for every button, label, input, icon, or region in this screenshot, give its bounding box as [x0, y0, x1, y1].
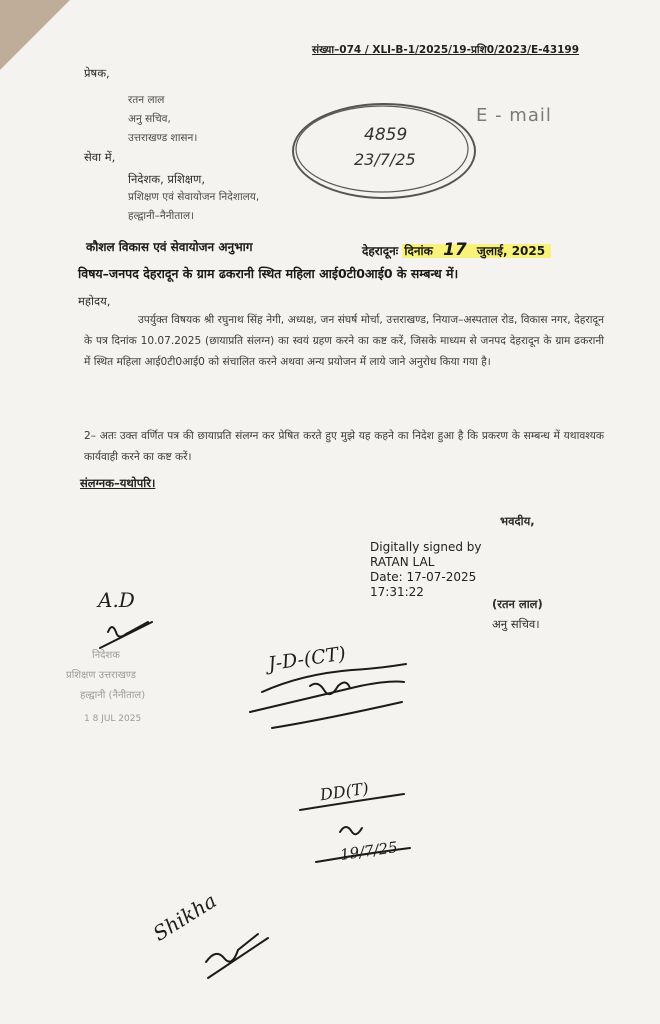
shikha-underline [208, 938, 268, 978]
stamp-number: 4859 [364, 125, 408, 145]
director-stamp-line1: निदेशक [92, 650, 120, 661]
director-stamp-line2: प्रशिक्षण उत्तराखण्ड [66, 670, 137, 681]
digital-sign-line4: 17:31:22 [370, 585, 424, 599]
recipient-line2: प्रशिक्षण एवं सेवायोजन निदेशालय, [128, 191, 260, 203]
paragraph-1: उपर्युक्त विषयक श्री रघुनाथ सिंह नेगी, अध्यक्ष, जन संघर्ष मोर्चा, उत्तराखण्ड, नियाज–अस्पताल रोड, विकास नगर, देहरादून के पत्र दिनांक 10.07.2025 (छायाप्रति संलग्न) का स्वयं ग्रहण करने का कष्ट करें, जिसके माध्यम से जनपद देहरादून के ग्राम ढकरानी में स्थित महिला आई0टी0आई0 को संचालित करने अथवा अन्य प्रयोजन में लाये जाने अनुरोध किया गया है। [84, 314, 604, 368]
stamp-date: 23/7/25 [354, 150, 416, 169]
digital-sign-line2: RATAN LAL [370, 555, 435, 569]
ddt-line-2 [316, 848, 410, 862]
handwritten-jdct: J-D-(CT) [266, 642, 348, 676]
date-month-year: जुलाई, 2025 [476, 244, 546, 258]
recipient-label: सेवा में, [84, 150, 116, 164]
date-day: 17 [443, 240, 467, 260]
department-name: कौशल विकास एवं सेवायोजन अनुभाग [86, 240, 253, 254]
paragraph-2: 2– अतः उक्त वर्णित पत्र की छायाप्रति संलग्न कर प्रेषित करते हुए मुझे यह कहने का निदेश हुआ है कि प्रकरण के सम्बन्ध में यथावश्यक कार्यवाही करने का कष्ट करें। [84, 430, 604, 463]
signatory-designation: अनु सचिव। [492, 617, 540, 631]
digital-sign-line1: Digitally signed by [370, 540, 482, 554]
director-stamp-line3: हल्द्वानी (नैनीताल) [80, 690, 146, 701]
salutation: महोदय, [78, 294, 111, 308]
recipient-line1: निदेशक, प्रशिक्षण, [128, 172, 205, 186]
ddt-line-1 [300, 794, 404, 810]
ad-underline-stroke [100, 622, 152, 648]
shikha-initial [206, 934, 258, 962]
stamp-inner-ring [296, 106, 468, 192]
director-stamp-line4: 1 8 JUL 2025 [84, 714, 142, 724]
sender-name: रतन लाल [128, 94, 165, 106]
closing: भवदीय, [500, 514, 535, 528]
ddt-initial [340, 827, 362, 834]
sender-designation: अनु सचिव, [128, 113, 171, 125]
reference-number: संख्या–074 / XLI-B-1/2025/19-प्रशि0/2023/E-43199 [312, 44, 580, 56]
place: देहरादूनः [362, 244, 399, 258]
handwritten-shikha: Shikha [148, 888, 221, 946]
handwritten-ddt: DD(T) [318, 778, 370, 805]
handwritten-ddt-date: 19/7/25 [338, 838, 399, 864]
handwritten-ad: A.D [98, 588, 135, 612]
date-label: दिनांक [404, 244, 433, 258]
jdct-stroke-3 [272, 702, 402, 728]
sender-office: उत्तराखण्ड शासन। [128, 132, 198, 144]
jdct-stroke-1 [262, 664, 406, 692]
signatory-name: (रतन लाल) [492, 597, 543, 611]
sender-label: प्रेषक, [84, 66, 110, 80]
enclosure-note: संलग्नक–यथोपरि। [80, 476, 156, 490]
recipient-line3: हल्द्वानी–नैनीताल। [128, 210, 195, 222]
digital-sign-line3: Date: 17-07-2025 [370, 570, 477, 584]
subject-line: विषय–जनपद देहरादून के ग्राम ढकरानी स्थित महिला आई0टी0आई0 के सम्बन्ध में। [78, 266, 459, 281]
email-mark: E - mail [476, 105, 552, 126]
